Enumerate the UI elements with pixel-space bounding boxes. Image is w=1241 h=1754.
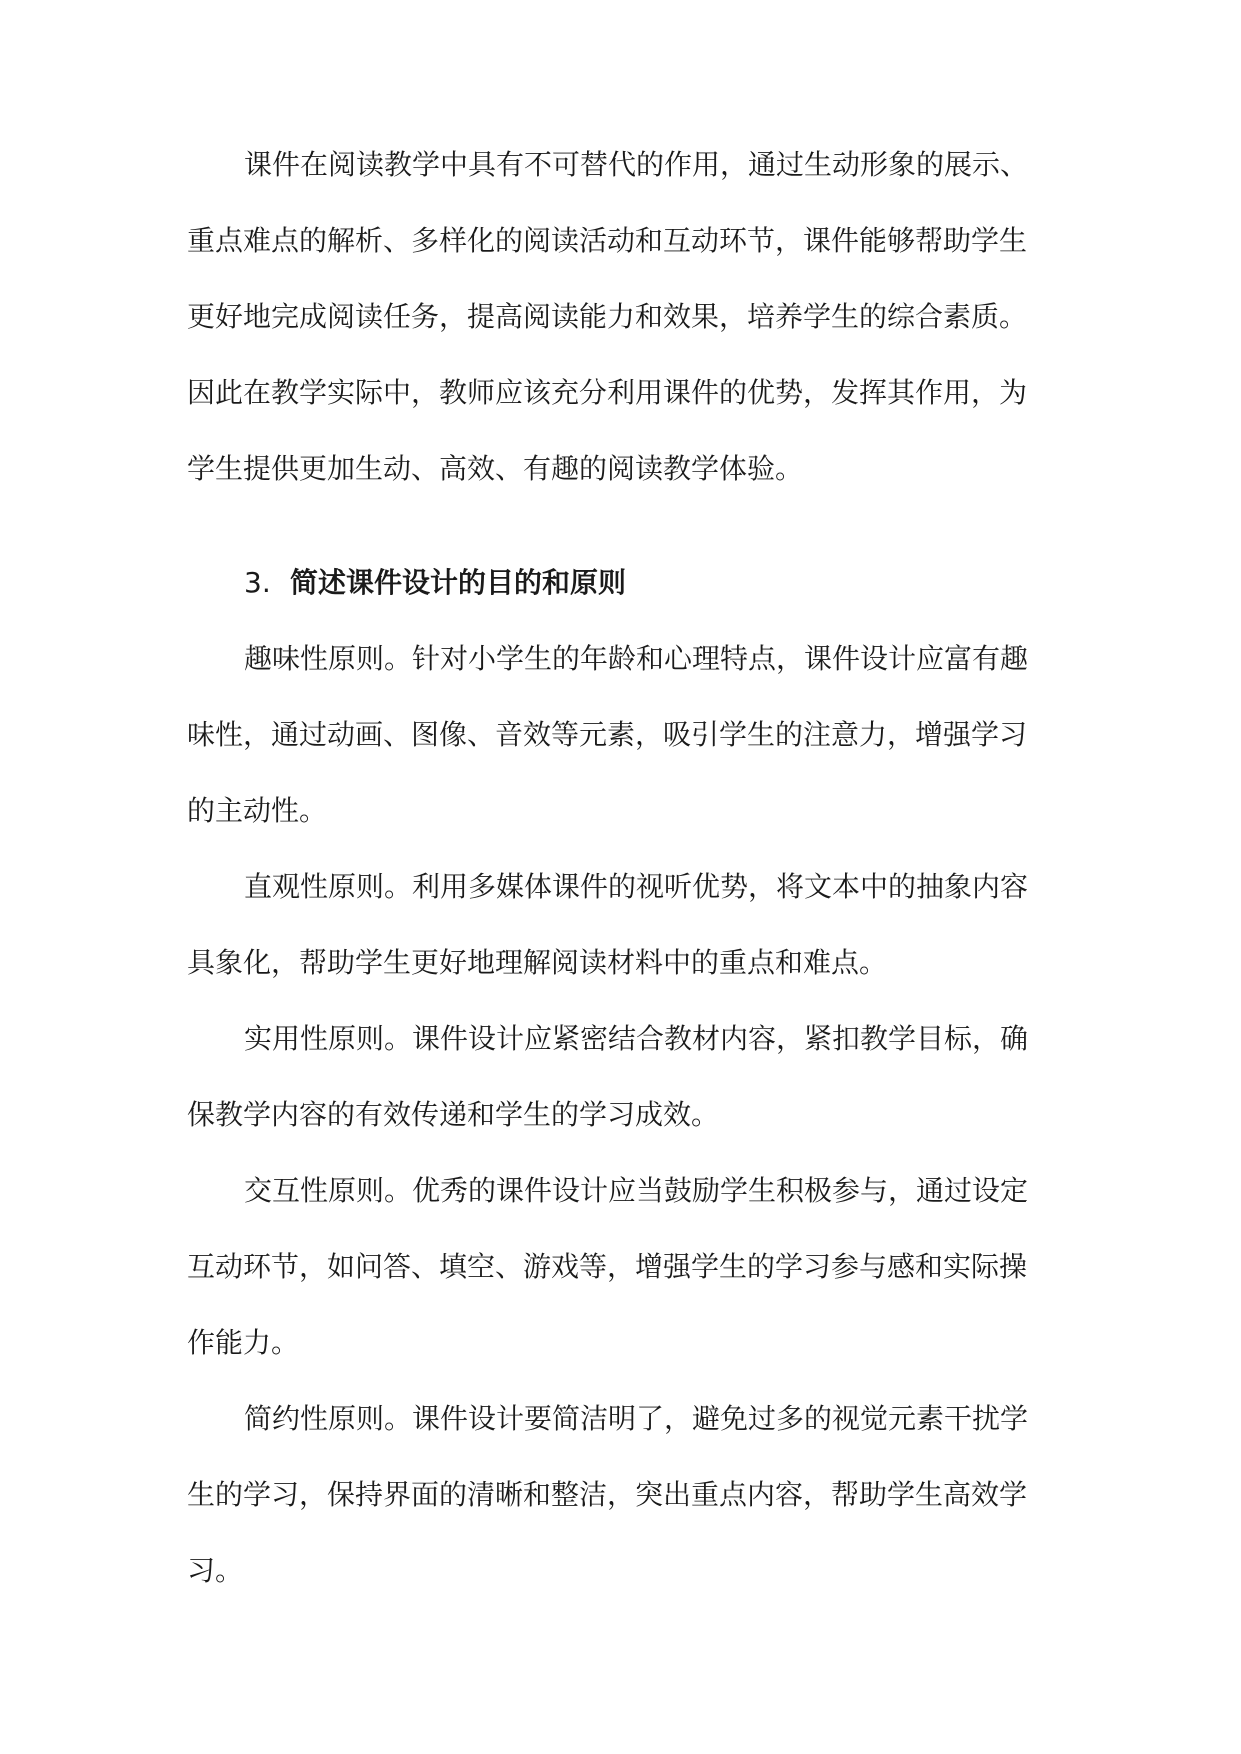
paragraph-line: 生的学习，保持界面的清晰和整洁，突出重点内容，帮助学生高效学 [187, 1478, 1028, 1511]
paragraph-line: 更好地完成阅读任务，提高阅读能力和效果，培养学生的综合素质。 [187, 300, 1028, 333]
paragraph-line: 交互性原则。优秀的课件设计应当鼓励学生积极参与，通过设定 [244, 1174, 1029, 1207]
fun-principle-paragraph [187, 621, 1054, 849]
paragraph-line: 实用性原则。课件设计应紧密结合教材内容，紧扣教学目标，确 [244, 1022, 1029, 1055]
paragraph-line: 保教学内容的有效传递和学生的学习成效。 [187, 1098, 720, 1131]
intro-paragraph [187, 127, 1054, 507]
section-gap [187, 507, 1054, 545]
paragraph-line: 作能力。 [187, 1326, 300, 1359]
paragraph-line: 直观性原则。利用多媒体课件的视听优势，将文本中的抽象内容 [244, 870, 1029, 903]
paragraph-line: 味性，通过动画、图像、音效等元素，吸引学生的注意力，增强学习 [187, 718, 1028, 751]
section-number: 3. [244, 566, 271, 599]
paragraph-line: 习。 [187, 1554, 244, 1587]
interactive-principle-paragraph [187, 1153, 1054, 1381]
paragraph-line: 的主动性。 [187, 794, 328, 827]
paragraph-line: 互动环节，如问答、填空、游戏等，增强学生的学习参与感和实际操 [187, 1250, 1028, 1283]
paragraph-line: 课件在阅读教学中具有不可替代的作用，通过生动形象的展示、 [244, 148, 1029, 181]
paragraph-line: 简约性原则。课件设计要简洁明了，避免过多的视觉元素干扰学 [244, 1402, 1029, 1435]
section-title: 简述课件设计的目的和原则 [290, 566, 627, 599]
simple-principle-paragraph [187, 1381, 1054, 1609]
practical-principle-paragraph [187, 1001, 1054, 1153]
paragraph-line: 学生提供更加生动、高效、有趣的阅读教学体验。 [187, 452, 804, 485]
section-heading [187, 545, 1054, 621]
paragraph-line: 趣味性原则。针对小学生的年龄和心理特点，课件设计应富有趣 [244, 642, 1029, 675]
paragraph-line: 重点难点的解析、多样化的阅读活动和互动环节，课件能够帮助学生 [187, 224, 1028, 257]
paragraph-line: 具象化，帮助学生更好地理解阅读材料中的重点和难点。 [187, 946, 888, 979]
intuitive-principle-paragraph [187, 849, 1054, 1001]
paragraph-line: 因此在教学实际中，教师应该充分利用课件的优势，发挥其作用，为 [187, 376, 1028, 409]
